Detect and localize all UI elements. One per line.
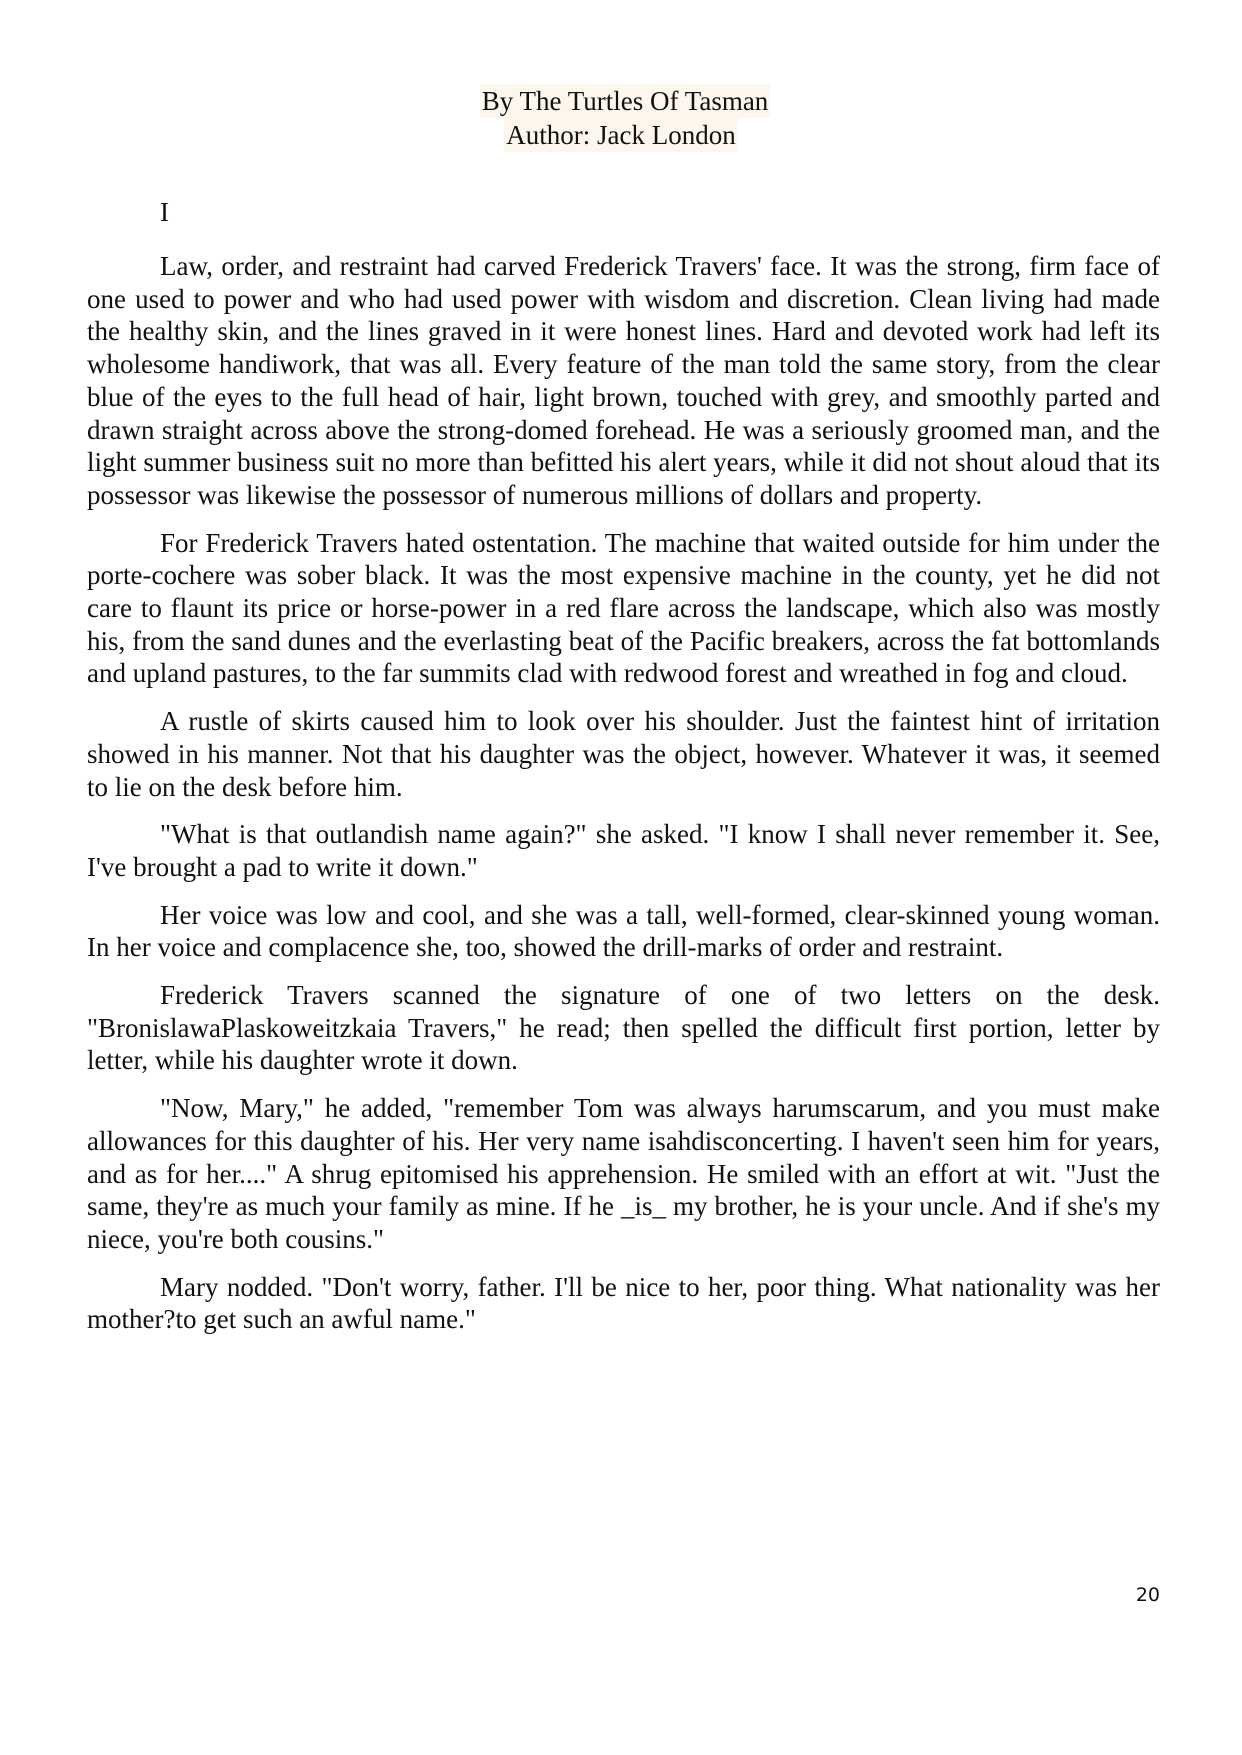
book-author: Author: Jack London	[506, 120, 736, 150]
paragraph: "Now, Mary," he added, "remember Tom was always harumscarum, and you must make allowances for this daughter of his. Her very name isahdisconcerting. I haven't seen him for years, and as for her...." A shrug epitomised his apprehension. He smiled with an effort at wit. "Just the same, they're as much your family as mine. If he _is_ my brother, he is your uncle. And if she's my niece, you're both cousins."	[87, 1093, 1160, 1254]
chapter-number: I	[160, 197, 169, 227]
page-number: 20	[1135, 1584, 1160, 1606]
body-text	[87, 250, 1160, 1351]
page-header	[0, 84, 1242, 152]
paragraph: A rustle of skirts caused him to look over his shoulder. Just the faintest hint of irritation showed in his manner. Not that his daughter was the object, however. Whatever it was, it seemed to lie on the desk before him.	[87, 706, 1160, 802]
book-title: By The Turtles Of Tasman	[481, 86, 769, 116]
paragraph: "What is that outlandish name again?" she asked. "I know I shall never remember it. See, I've brought a pad to write it down."	[87, 819, 1160, 882]
paragraph: Law, order, and restraint had carved Frederick Travers' face. It was the strong, firm face of one used to power and who had used power with wisdom and discretion. Clean living had made the healthy skin, and the lines graved in it were honest lines. Hard and devoted work had left its wholesome handiwork, that was all. Every feature of the man told the same story, from the clear blue of the eyes to the full head of hair, light brown, touched with grey, and smoothly parted and drawn straight across above the strong-domed forehead. He was a seriously groomed man, and the light summer business suit no more than befitted his alert years, while it did not shout aloud that its possessor was likewise the possessor of numerous millions of dollars and property.	[87, 251, 1160, 510]
paragraph: Frederick Travers scanned the signature of one of two letters on the desk. "BronislawaPlaskoweitzkaia Travers," he read; then spelled the difficult first portion, letter by letter, while his daughter wrote it down.	[87, 980, 1160, 1076]
paragraph: For Frederick Travers hated ostentation. The machine that waited outside for him under the porte-cochere was sober black. It was the most expensive machine in the county, yet he did not care to flaunt its price or horse-power in a red flare across the landscape, which also was mostly his, from the sand dunes and the everlasting beat of the Pacific breakers, across the fat bottomlands and upland pastures, to the far summits clad with redwood forest and wreathed in fog and cloud.	[87, 527, 1160, 689]
paragraph: Mary nodded. "Don't worry, father. I'll be nice to her, poor thing. What nationality was her mother?to get such an awful name."	[87, 1271, 1160, 1335]
paragraph: Her voice was low and cool, and she was a tall, well-formed, clear-skinned young woman. In her voice and complacence she, too, showed the drill-marks of order and restraint.	[87, 899, 1160, 963]
